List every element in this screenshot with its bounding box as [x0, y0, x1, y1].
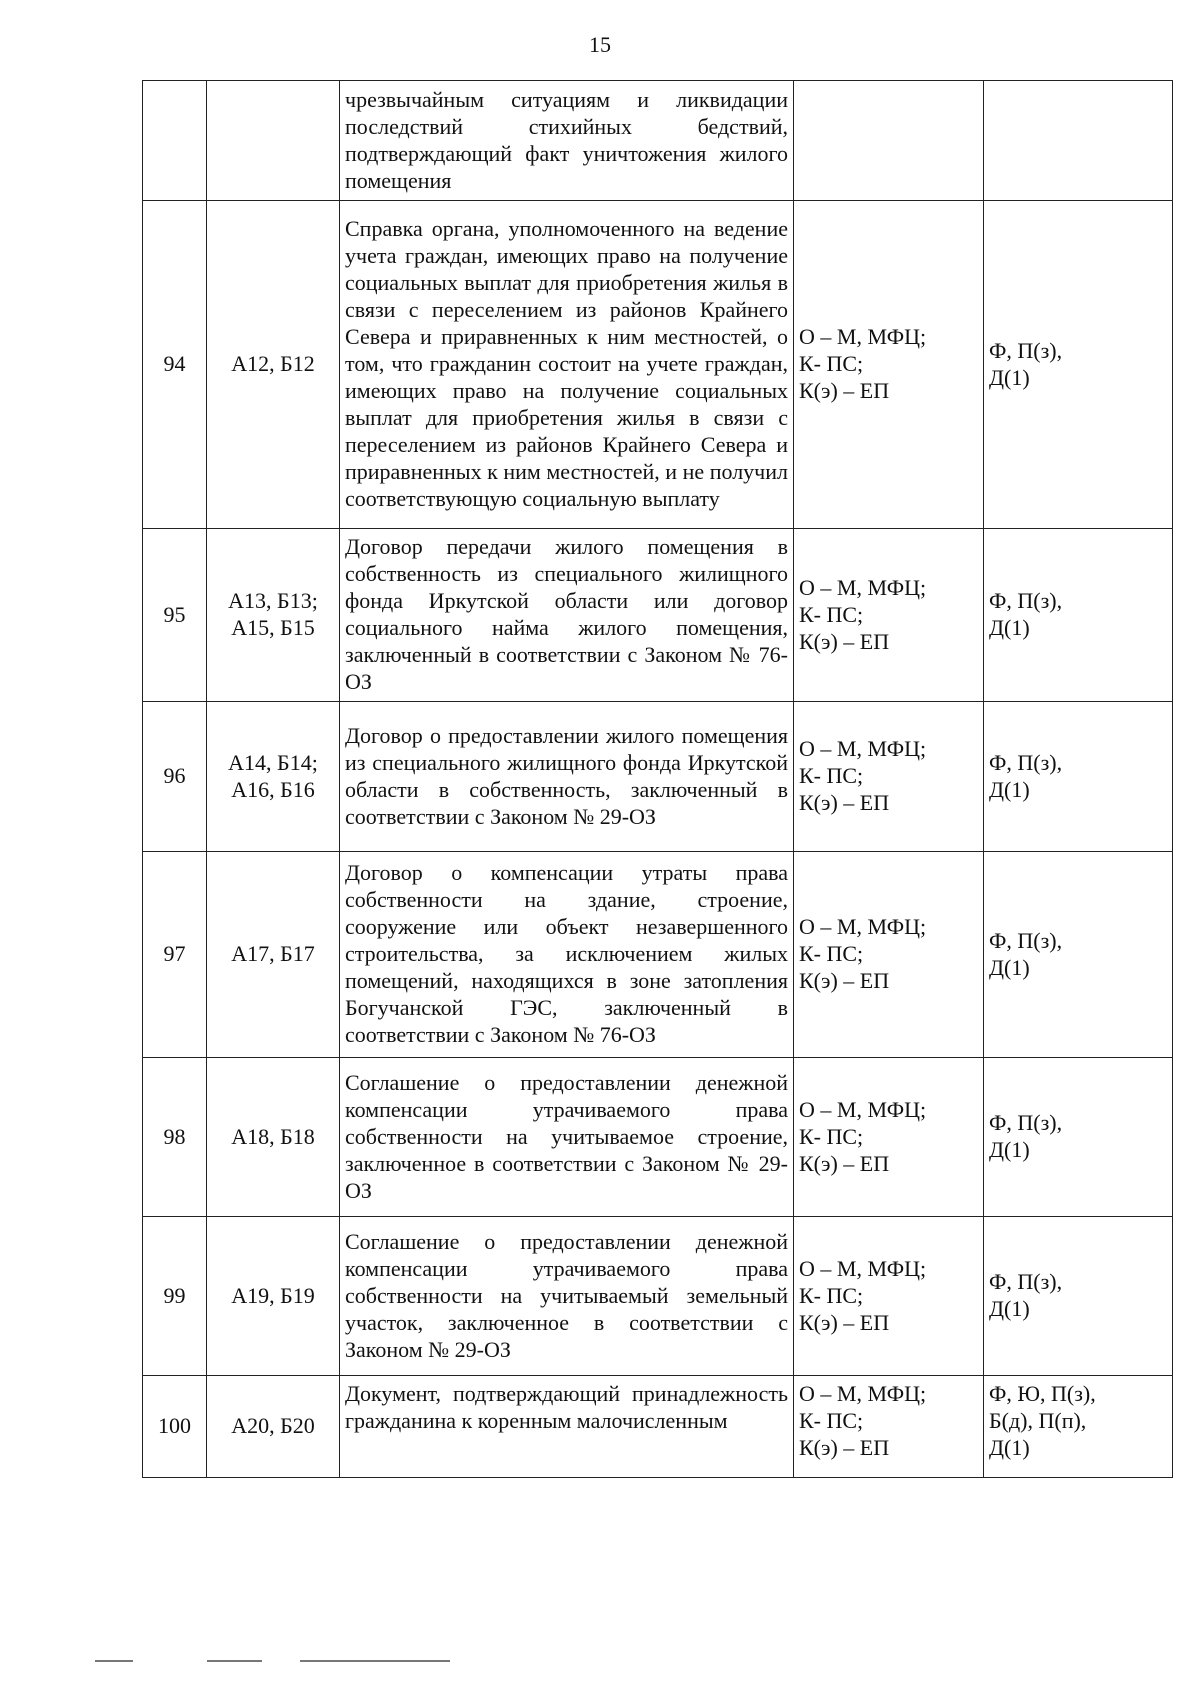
submission-option: К- ПС;	[799, 351, 864, 376]
form-type-line: Б(д), П(п),	[989, 1408, 1087, 1433]
row-number: 97	[163, 941, 186, 966]
table-row	[143, 1217, 1173, 1376]
form-type-line: Д(1)	[989, 1137, 1030, 1162]
submission-option: О – М, МФЦ;	[799, 1096, 927, 1122]
row-number: 96	[163, 763, 186, 788]
row-number-cell	[143, 81, 207, 201]
row-form-cell	[984, 201, 1173, 529]
row-code-line: А12, Б12	[231, 351, 315, 376]
row-number-cell	[143, 1376, 207, 1478]
form-type-line: Ф, Ю, П(з),	[989, 1381, 1096, 1406]
row-number-cell	[143, 529, 207, 702]
submission-option: К(э) – ЕП	[799, 1435, 890, 1460]
form-type-line: Ф, П(з),	[989, 749, 1063, 775]
submission-option: К- ПС;	[799, 941, 864, 966]
row-description: Справка органа, уполномоченного на ведение учета граждан, имеющих право на получение социальных выплат для приобретения жилья в связи с переселением из районов Крайнего Севера и приравненных к ним местностей, о том, что гражданин состоит на учете граждан, имеющих право на получение социальных выплат для приобретения жилья в связи с переселением из районов Крайнего Севера и приравненных к ним местностей, и не получил соответствующую социальную выплату	[345, 216, 788, 511]
submission-option: О – М, МФЦ;	[799, 1381, 927, 1406]
row-description: Документ, подтверждающий принадлежность гражданина к коренным малочисленным	[345, 1381, 788, 1433]
row-description-cell	[340, 702, 794, 852]
row-description-cell	[340, 201, 794, 529]
submission-option: К(э) – ЕП	[799, 790, 890, 815]
submission-option: К(э) – ЕП	[799, 968, 890, 993]
submission-option: К- ПС;	[799, 1123, 864, 1149]
scan-artifact-marks	[95, 1660, 495, 1664]
row-description-cell	[340, 1376, 794, 1478]
row-description-cell	[340, 852, 794, 1058]
row-codes-cell	[207, 529, 340, 702]
submission-option: К- ПС;	[799, 763, 864, 788]
row-description: чрезвычайным ситуациям и ликвидации последствий стихийных бедствий, подтверждающий факт уничтожения жилого помещения	[345, 86, 788, 193]
submission-option: К- ПС;	[799, 1408, 864, 1433]
table-row	[143, 81, 1173, 201]
table-row	[143, 529, 1173, 702]
row-codes-cell	[207, 1058, 340, 1217]
row-code-line: А16, Б16	[231, 776, 315, 802]
submission-option: К- ПС;	[799, 1282, 864, 1308]
form-type-line: Д(1)	[989, 1296, 1030, 1321]
submission-option: О – М, МФЦ;	[799, 1255, 927, 1281]
form-type-line: Ф, П(з),	[989, 1110, 1063, 1135]
row-code-line: А17, Б17	[231, 941, 315, 966]
row-submission-cell	[794, 852, 984, 1058]
row-codes-cell	[207, 81, 340, 201]
row-code-line: А14, Б14;	[228, 749, 318, 775]
form-type-line: Д(1)	[989, 615, 1030, 640]
documents-table	[142, 80, 1173, 1478]
row-code-line: А15, Б15	[231, 615, 315, 640]
form-type-line: Ф, П(з),	[989, 337, 1063, 363]
form-type-line: Ф, П(з),	[989, 927, 1063, 953]
submission-option: К- ПС;	[799, 601, 864, 627]
row-code-line: А20, Б20	[231, 1413, 315, 1438]
row-submission-cell	[794, 201, 984, 529]
row-description-cell	[340, 1058, 794, 1217]
row-submission-cell	[794, 1217, 984, 1376]
row-submission-cell	[794, 1376, 984, 1478]
table-row	[143, 702, 1173, 852]
documents-table-body	[143, 81, 1173, 1478]
row-form-cell	[984, 1217, 1173, 1376]
row-number-cell	[143, 852, 207, 1058]
row-number: 98	[163, 1123, 186, 1149]
page-number: 15	[589, 32, 611, 57]
row-form-cell	[984, 702, 1173, 852]
submission-option: К(э) – ЕП	[799, 378, 890, 403]
row-form-cell	[984, 81, 1173, 201]
form-type-line: Д(1)	[989, 954, 1030, 980]
row-number-cell	[143, 1217, 207, 1376]
row-form-cell	[984, 529, 1173, 702]
row-submission-cell	[794, 702, 984, 852]
form-type-line: Ф, П(з),	[989, 588, 1063, 613]
row-codes-cell	[207, 852, 340, 1058]
submission-option: О – М, МФЦ;	[799, 574, 927, 600]
row-number: 100	[158, 1413, 191, 1438]
table-row	[143, 852, 1173, 1058]
row-description-cell	[340, 529, 794, 702]
form-type-line: Ф, П(з),	[989, 1269, 1063, 1294]
row-codes-cell	[207, 702, 340, 852]
row-codes-cell	[207, 1376, 340, 1478]
table-row	[143, 201, 1173, 529]
form-type-line: Д(1)	[989, 776, 1030, 802]
row-form-cell	[984, 852, 1173, 1058]
row-description: Соглашение о предоставлении денежной компенсации утрачиваемого права собственности на учитываемый земельный участок, заключенное в соответствии с Законом № 29-ОЗ	[345, 1228, 788, 1362]
row-description: Соглашение о предоставлении денежной компенсации утрачиваемого права собственности на учитываемое строение, заключенное в соответствии с Законом № 29-ОЗ	[345, 1069, 788, 1203]
row-submission-cell	[794, 81, 984, 201]
table-row	[143, 1376, 1173, 1478]
row-description: Договор о предоставлении жилого помещения из специального жилищного фонда Иркутской области в собственность, заключенный в соответствии с Законом № 29-ОЗ	[345, 722, 788, 829]
submission-option: О – М, МФЦ;	[799, 914, 927, 939]
row-submission-cell	[794, 529, 984, 702]
row-description: Договор передачи жилого помещения в собственность из специального жилищного фонда Иркутской области или договор социального найма жилого помещения, заключенный в соответствии с Законом № 76-ОЗ	[345, 534, 788, 694]
row-description-cell	[340, 81, 794, 201]
row-number: 94	[163, 351, 186, 376]
row-description: Договор о компенсации утраты права собственности на здание, строение, сооружение или объект незавершенного строительства, за исключением жилых помещений, находящихся в зоне затопления Богучанской ГЭС, заключенный в соответствии с Законом № 76-ОЗ	[345, 860, 788, 1047]
row-number: 95	[163, 601, 186, 627]
form-type-line: Д(1)	[989, 1435, 1030, 1460]
row-submission-cell	[794, 1058, 984, 1217]
row-number-cell	[143, 201, 207, 529]
row-codes-cell	[207, 201, 340, 529]
submission-option: О – М, МФЦ;	[799, 736, 927, 761]
row-form-cell	[984, 1058, 1173, 1217]
submission-option: К(э) – ЕП	[799, 628, 890, 654]
row-form-cell	[984, 1376, 1173, 1478]
row-codes-cell	[207, 1217, 340, 1376]
row-description-cell	[340, 1217, 794, 1376]
row-number-cell	[143, 702, 207, 852]
row-code-line: А13, Б13;	[228, 588, 318, 613]
form-type-line: Д(1)	[989, 364, 1030, 390]
submission-option: К(э) – ЕП	[799, 1309, 890, 1335]
submission-option: К(э) – ЕП	[799, 1150, 890, 1176]
row-code-line: А19, Б19	[231, 1282, 315, 1308]
row-code-line: А18, Б18	[231, 1123, 315, 1149]
submission-option: О – М, МФЦ;	[799, 324, 927, 349]
table-row	[143, 1058, 1173, 1217]
row-number: 99	[163, 1282, 186, 1308]
row-number-cell	[143, 1058, 207, 1217]
